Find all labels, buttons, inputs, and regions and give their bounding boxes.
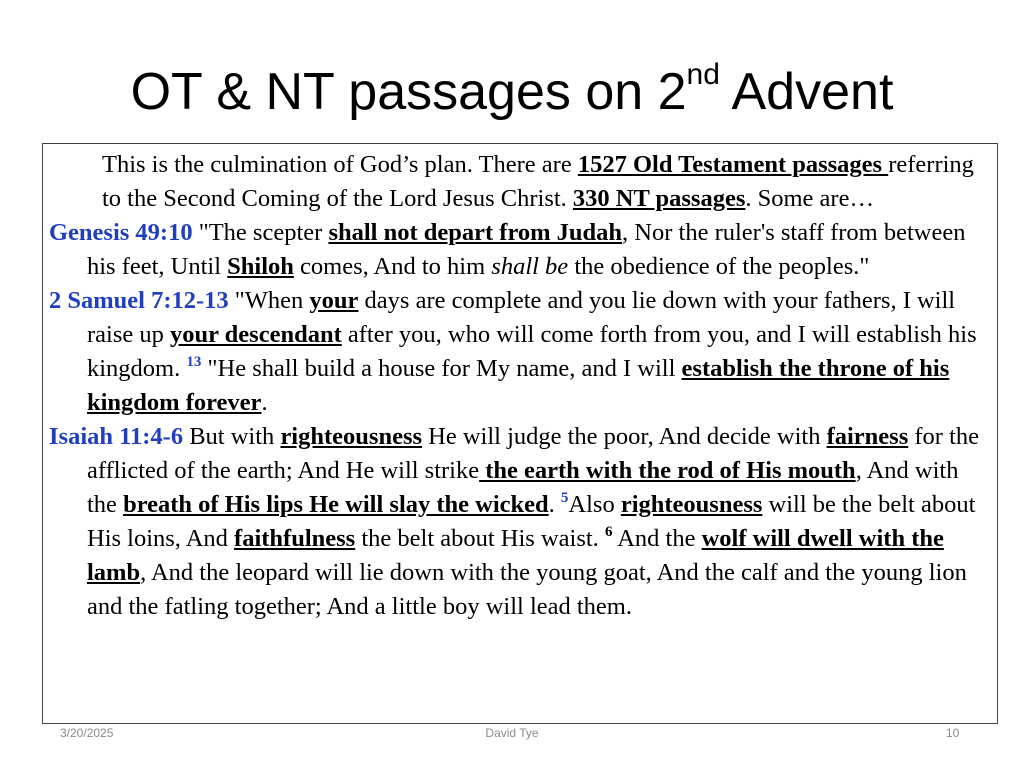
genesis-reference: Genesis 49:10	[49, 219, 193, 246]
footer-date: 3/20/2025	[60, 726, 114, 740]
passage-text	[43, 144, 997, 624]
isaiah-reference: Isaiah 11:4-6	[49, 423, 184, 450]
verse-number: 6	[604, 524, 613, 540]
verse-number: 13	[186, 354, 202, 370]
footer-author: David Tye	[485, 726, 539, 740]
content-box	[42, 143, 998, 724]
samuel-reference: 2 Samuel 7:12-13	[49, 287, 229, 314]
verse-number: 5	[560, 490, 569, 506]
isaiah-paragraph: Isaiah 11:4-6 But with righteousness He will judge the poor, And decide with fairness for the afflicted of the earth; And He will strike the earth with the rod of His mouth, And with the breath of His lips He will slay the wicked. $^5$Also righteousness will be the belt about His loins, And faithfulness the belt about His waist. $^6$ And the wolf will dwell with the lamb, And the leopard will lie down with the young goat, And the calf and the young lion and the fatling together; And a little boy will lead them.	[49, 423, 979, 620]
samuel-paragraph: 2 Samuel 7:12-13 "When your days are complete and you lie down with your fathers, I will raise up your descendant after you, who will come forth from you, and I will establish his kingdom. $^{13}$ "He shall build a house for My name, and I will establish the throne of his kingdom forever.	[49, 287, 977, 416]
footer-page-number: 10	[946, 726, 960, 740]
intro-paragraph: This is the culmination of God’s plan. There are 1527 Old Testament passages referring to the Second Coming of the Lord Jesus Christ. 330 NT passages. Some are…	[102, 151, 974, 212]
slide-title: OT & NT passages on 2nd Advent	[130, 58, 894, 121]
genesis-paragraph: Genesis 49:10 "The scepter shall not depart from Judah, Nor the ruler's staff from between his feet, Until Shiloh comes, And to him shall be the obedience of the peoples."	[49, 219, 966, 280]
